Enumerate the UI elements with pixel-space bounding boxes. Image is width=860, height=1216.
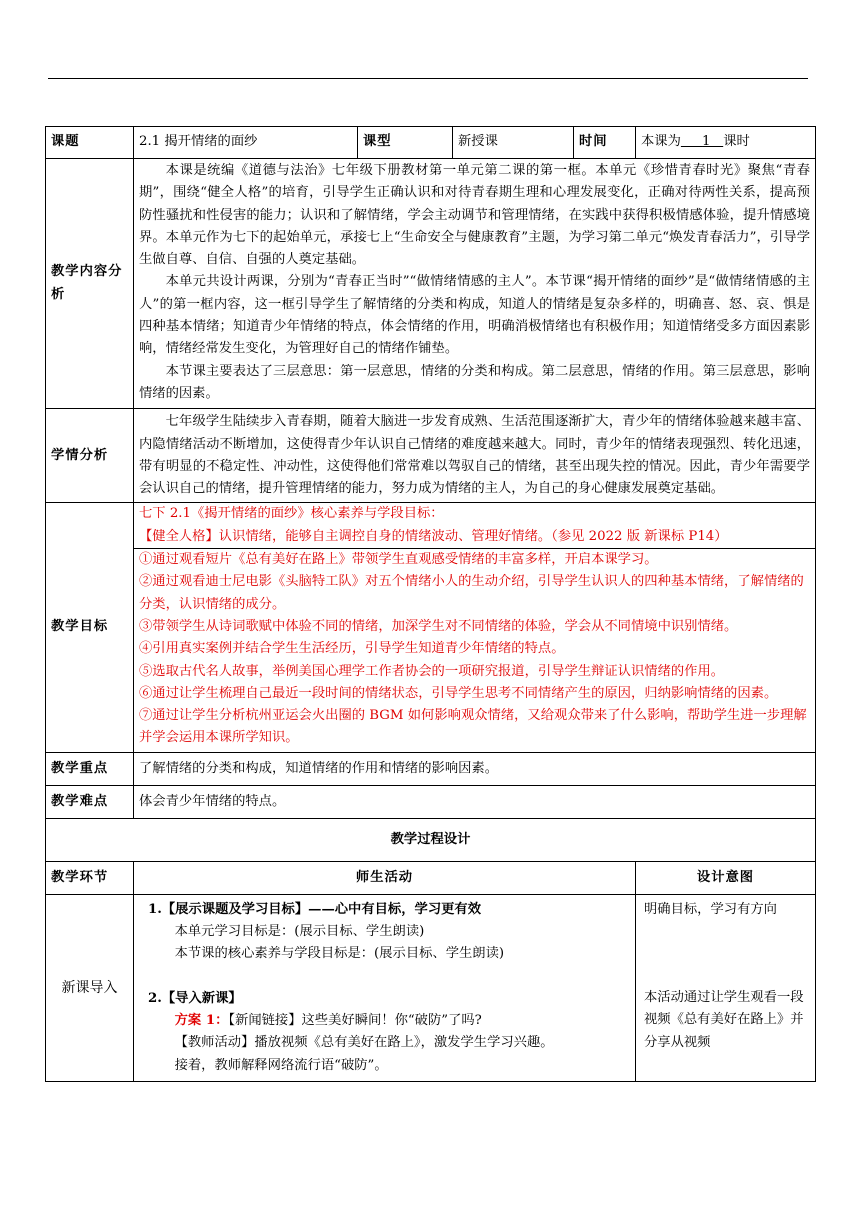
process-item1-title [148,899,627,921]
header-rule [48,78,808,79]
difficulties-row [46,785,816,818]
objectives-core [134,503,815,549]
objective-item-6: ⑥通过让学生梳理自己最近一段时间的情绪状态，引导学生思考不同情绪产生的原因，归纳影响情绪的因素。 [139,685,778,701]
course-value: 2.1 揭开情绪的面纱 [134,127,358,159]
process-intent-2: 本活动通过让学生观看一段视频《总有美好在路上》并分享从视频 [644,990,804,1050]
objective-item-7: ⑦通过让学生分析杭州亚运会火出圈的 BGM 如何影响观众情绪，又给观众带来了什么影响，帮助学生进一步理解并学会运用本课所学知识。 [139,708,807,746]
objective-item-3: ③带领学生从诗词歌赋中体验不同的情绪，加深学生对不同情绪的体验，学会从不同情境中识别情绪。 [139,618,738,634]
difficulties-label: 教学难点 [46,785,134,818]
time-number-value: 1 [702,134,711,150]
process-item2-num: 2. [148,990,162,1006]
intent-spacer-3 [644,965,811,987]
process-item1-line1: 本单元学习目标是：(展示目标、学生朗读) [174,924,425,940]
process-intent-1: 明确目标，学习有方向 [644,901,777,917]
time-prefix: 本课为 [641,134,681,150]
objectives-row [46,503,816,752]
course-label: 课题 [46,127,134,159]
time-label: 时间 [574,127,636,159]
time-value [636,127,816,159]
content-paragraph-1: 本课是统编《道德与法治》七年级下册教材第一单元第二课的第一框。本单元《珍惜青春时光》聚焦“青春期”，围绕“健全人格”的培育，引导学生正确认识和对待青春期生理和心理发展变化，正确对待两性关系，提高预防性骚扰和性侵害的能力；认识和了解情绪，学会主动调节和管理情绪，在实践中获得积极情感体验，提升情感境界。本单元作为七下的起始单元，承接七上“生命安全与健康教育”主题，为学习第二单元“焕发青春活力”，引导学生做自尊、自信、自强的人奠定基础。 [139,163,810,268]
student-analysis-text: 七年级学生陆续步入青春期，随着大脑进一步发育成熟、生活范围逐渐扩大，青少年的情绪体验越来越丰富、内隐情绪活动不断增加，这使得青少年认识自己情绪的难度越来越大。同时，青少年的情绪表现强烈、转化迅速，带有明显的不稳定性、冲动性，这使得他们常常难以驾驭自己的情绪，甚至出现失控的情况。因此，青少年需要学会认识自己的情绪，提升管理情绪的能力，努力成为情绪的主人，为自己的身心健康发展奠定基础。 [139,414,810,497]
process-activity-cell [134,894,636,1081]
process-spacer [148,966,627,988]
process-title-row [46,818,816,861]
header-row [46,127,816,159]
process-stage-name: 新课导入 [46,894,134,1081]
process-item1-line2: 本节课的核心素养与学段目标是：(展示目标、学生朗读) [174,946,505,962]
process-intent-cell [636,894,816,1081]
objectives-body [134,503,816,752]
lesson-plan-table [45,126,816,1082]
content-analysis-body [134,159,816,409]
objectives-title-line: 七下 2.1《揭开情绪的面纱》核心素养与学段目标： [139,506,444,522]
key-points-row [46,752,816,785]
objective-item-5: ⑤选取古代名人故事，举例美国心理学工作者协会的一项研究报道，引导学生辩证认识情绪的作用。 [139,663,725,679]
process-col-stage: 教学环节 [46,861,134,894]
process-row-intro [46,894,816,1081]
time-number [681,134,723,149]
objectives-list [134,549,815,752]
process-plan-line [148,1010,627,1032]
student-analysis-body [134,409,816,503]
process-col-intent-text: 设计意图 [696,869,755,885]
student-analysis-label: 学情分析 [46,409,134,503]
content-paragraph-3: 本节课主要表达了三层意思：第一层意思，情绪的分类和构成。第二层意思，情绪的作用。第三层意思，影响情绪的因素。 [139,363,810,401]
process-plan-text: 【新闻链接】这些美好瞬间！你“破防”了吗? [228,1012,482,1028]
time-suffix: 课时 [723,134,750,150]
intent-spacer-2 [644,943,811,965]
key-points-text: 了解情绪的分类和构成，知道情绪的作用和情绪的影响因素。 [134,752,816,785]
objective-item-2: ②通过观看迪士尼电影《头脑特工队》对五个情绪小人的生动介绍，引导学生认识人的四种基本情绪，了解情绪的分类，认识情绪的成分。 [139,574,804,612]
objective-item-4: ④引用真实案例并结合学生生活经历，引导学生知道青少年情绪的特点。 [139,641,565,657]
content-analysis-label: 教学内容分析 [46,159,134,409]
process-item2-title-text: 【导入新课】 [161,990,242,1006]
type-value: 新授课 [453,127,574,159]
student-analysis-row [46,409,816,503]
process-col-intent [636,861,816,894]
process-item1-num: 1. [148,901,162,917]
process-col-activity: 师生活动 [134,861,636,894]
objectives-label: 教学目标 [46,503,134,752]
process-item2-title [148,988,627,1010]
type-label: 课型 [358,127,453,159]
difficulties-text: 体会青少年情绪的特点。 [134,785,816,818]
process-next-line: 接着，教师解释网络流行语“破防”。 [174,1057,388,1073]
process-title: 教学过程设计 [46,818,816,861]
content-analysis-row [46,159,816,409]
key-points-label: 教学重点 [46,752,134,785]
process-item1-title-text: 【展示课题及学习目标】——心中有目标，学习更有效 [161,901,482,917]
process-plan-label: 方案 1： [174,1012,229,1028]
content-paragraph-2: 本单元共设计两课，分别为“青春正当时”“做情绪情感的主人”。本节课“揭开情绪的面纱”是“做情绪情感的主人”的第一框内容，这一框引导学生了解情绪的分类和构成，知道人的情绪是复杂多样的，明确喜、怒、哀、惧是四种基本情绪；知道青少年情绪的特点，体会情绪的作用，明确消极情绪也有积极作用；知道情绪受多方面因素影响，情绪经常发生变化，为管理好自己的情绪作铺垫。 [139,274,810,357]
objective-item-1: ①通过观看短片《总有美好在路上》带领学生直观感受情绪的丰富多样，开启本课学习。 [139,552,658,568]
intent-spacer-1 [644,921,811,943]
process-header-row [46,861,816,894]
objectives-core-line: 【健全人格】认识情绪，能够自主调控自身的情绪波动、管理好情绪。（参见 2022 版 新课标 P14） [139,528,728,544]
process-teacher-line: 【教师活动】播放视频《总有美好在路上》，激发学生学习兴趣。 [174,1035,554,1051]
